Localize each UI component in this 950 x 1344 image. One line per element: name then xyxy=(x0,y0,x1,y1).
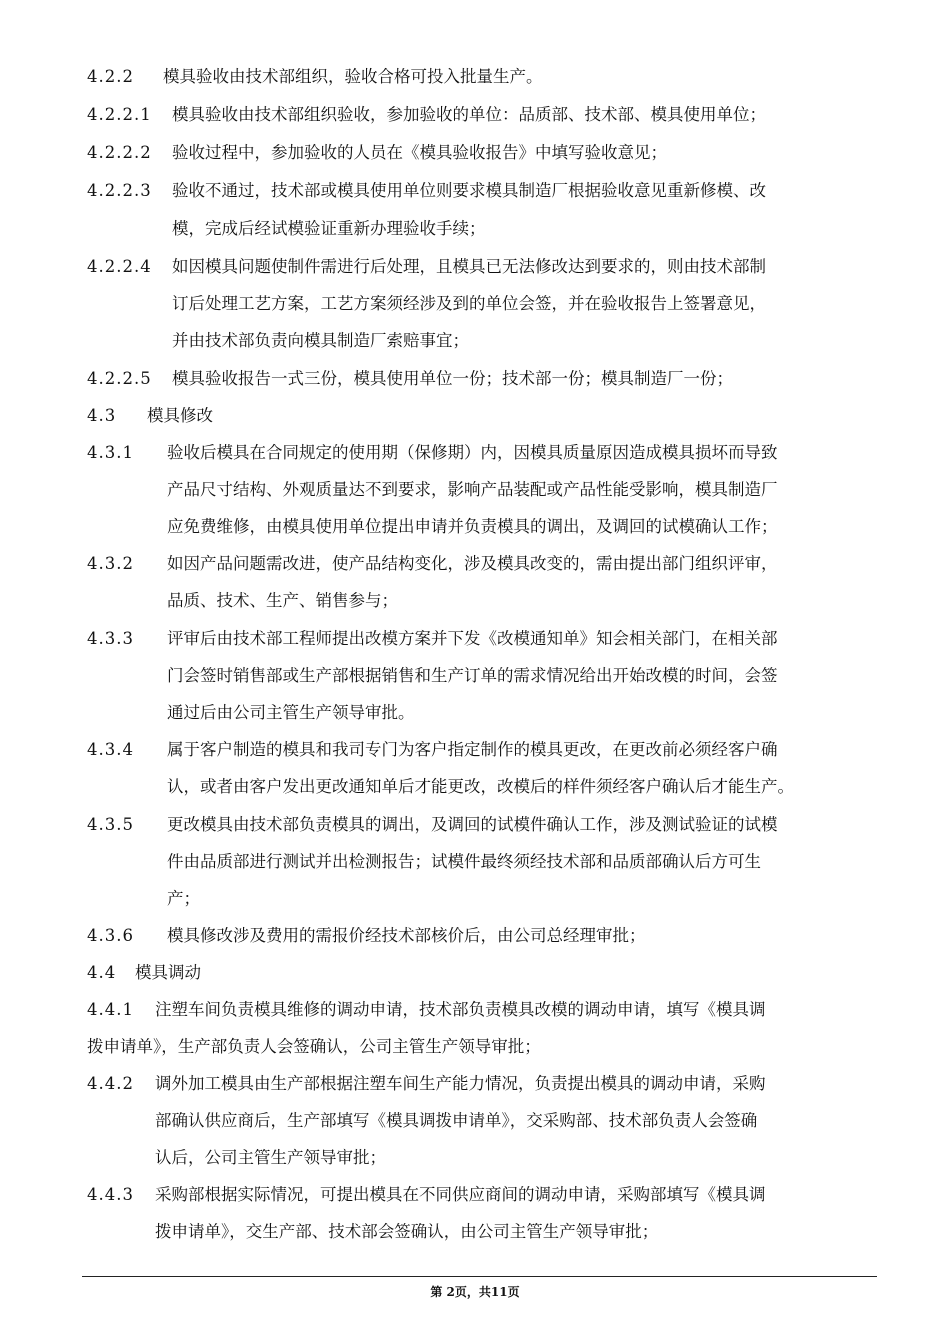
clause-continuation: 件由品质部进行测试并出检测报告；试模件最终须经技术部和品质部确认后方可生 xyxy=(167,852,761,871)
clause-text: 注塑车间负责模具维修的调动申请，技术部负责模具改模的调动申请，填写《模具调 xyxy=(155,1000,766,1019)
clause-continuation: 部确认供应商后，生产部填写《模具调拨申请单》，交采购部、技术部负责人会签确 xyxy=(155,1111,758,1130)
footer-divider xyxy=(82,1276,877,1277)
clause-continuation: 门会签时销售部或生产部根据销售和生产订单的需求情况给出开始改模的时间，会签 xyxy=(167,666,778,685)
clause-text: 属于客户制造的模具和我司专门为客户指定制作的模具更改，在更改前必须经客户确 xyxy=(167,740,778,759)
page-number: 第 2页，共11页 xyxy=(430,1285,520,1299)
clause-4-2-2-5 xyxy=(87,360,872,397)
clause-continuation: 并由技术部负责向模具制造厂索赔事宜； xyxy=(172,331,469,350)
clause-text: 更改模具由技术部负责模具的调出，及调回的试模件确认工作，涉及测试验证的试模 xyxy=(167,815,778,834)
clause-text: 如因模具问题使制件需进行后处理，且模具已无法修改达到要求的，则由技术部制 xyxy=(172,257,766,276)
clause-number: 4.4.1 xyxy=(87,1000,134,1019)
clause-4-3-1 xyxy=(87,434,872,471)
clause-4-2-2-4 xyxy=(87,248,872,285)
clause-continuation: 订后处理工艺方案，工艺方案须经涉及到的单位会签，并在验收报告上签署意见， xyxy=(172,294,766,313)
clause-number: 4.2.2.4 xyxy=(87,257,152,276)
clause-continuation: 产； xyxy=(167,889,200,908)
clause-text: 验收后模具在合同规定的使用期（保修期）内，因模具质量原因造成模具损坏而导致 xyxy=(167,443,778,462)
clause-4-3-3 xyxy=(87,620,872,657)
clause-number: 4.4.3 xyxy=(87,1185,134,1204)
section-title: 模具修改 xyxy=(147,406,213,425)
clause-text: 调外加工模具由生产部根据注塑车间生产能力情况，负责提出模具的调动申请，采购 xyxy=(155,1074,766,1093)
clause-continuation: 认，或者由客户发出更改通知单后才能更改，改模后的样件须经客户确认后才能生产。 xyxy=(167,777,794,796)
clause-4-2-2 xyxy=(87,58,872,95)
clause-4-3-6 xyxy=(87,917,872,954)
clause-number: 4.3.1 xyxy=(87,443,134,462)
clause-number: 4.4 xyxy=(87,963,117,982)
clause-text: 模具验收由技术部组织验收，参加验收的单位：品质部、技术部、模具使用单位； xyxy=(172,105,766,124)
clause-number: 4.2.2.1 xyxy=(87,105,152,124)
clause-4-4-3 xyxy=(87,1176,872,1213)
clause-continuation: 品质、技术、生产、销售参与； xyxy=(167,591,398,610)
clause-continuation: 拨申请单》，生产部负责人会签确认，公司主管生产领导审批； xyxy=(87,1037,541,1056)
clause-number: 4.3.6 xyxy=(87,926,134,945)
clause-continuation: 模，完成后经试模验证重新办理验收手续； xyxy=(172,219,486,238)
section-4-4-heading xyxy=(87,954,872,991)
clause-continuation: 认后，公司主管生产领导审批； xyxy=(155,1148,386,1167)
clause-text: 采购部根据实际情况，可提出模具在不同供应商间的调动申请，采购部填写《模具调 xyxy=(155,1185,766,1204)
clause-number: 4.2.2.5 xyxy=(87,369,152,388)
clause-continuation: 产品尺寸结构、外观质量达不到要求，影响产品装配或产品性能受影响，模具制造厂 xyxy=(167,480,778,499)
clause-continuation: 拨申请单》，交生产部、技术部会签确认，由公司主管生产领导审批； xyxy=(155,1222,659,1241)
section-title: 模具调动 xyxy=(135,963,201,982)
clause-number: 4.4.2 xyxy=(87,1074,134,1093)
clause-number: 4.2.2.3 xyxy=(87,181,152,200)
clause-text: 评审后由技术部工程师提出改模方案并下发《改模通知单》知会相关部门，在相关部 xyxy=(167,629,778,648)
clause-4-3-5 xyxy=(87,806,872,843)
clause-number: 4.3.2 xyxy=(87,554,134,573)
section-4-3-heading xyxy=(87,397,872,434)
clause-number: 4.3.4 xyxy=(87,740,134,759)
clause-number: 4.2.2.2 xyxy=(87,143,152,162)
clause-continuation: 应免费维修，由模具使用单位提出申请并负责模具的调出，及调回的试模确认工作； xyxy=(167,517,778,536)
clause-4-2-2-1 xyxy=(87,96,872,133)
clause-text: 验收过程中，参加验收的人员在《模具验收报告》中填写验收意见； xyxy=(172,143,667,162)
clause-number: 4.2.2 xyxy=(87,67,134,86)
clause-4-3-2 xyxy=(87,545,872,582)
clause-4-4-2 xyxy=(87,1065,872,1102)
clause-4-2-2-3 xyxy=(87,172,872,209)
clause-text: 模具验收由技术部组织，验收合格可投入批量生产。 xyxy=(163,67,543,86)
clause-continuation: 通过后由公司主管生产领导审批。 xyxy=(167,703,415,722)
clause-text: 模具验收报告一式三份，模具使用单位一份；技术部一份；模具制造厂一份； xyxy=(172,369,733,388)
clause-text: 如因产品问题需改进，使产品结构变化，涉及模具改变的，需由提出部门组织评审， xyxy=(167,554,778,573)
clause-4-2-2-2 xyxy=(87,134,872,171)
clause-number: 4.3 xyxy=(87,406,117,425)
clause-number: 4.3.5 xyxy=(87,815,134,834)
clause-4-3-4 xyxy=(87,731,872,768)
clause-text: 模具修改涉及费用的需报价经技术部核价后，由公司总经理审批； xyxy=(167,926,646,945)
clause-text: 验收不通过，技术部或模具使用单位则要求模具制造厂根据验收意见重新修模、改 xyxy=(172,181,766,200)
clause-4-4-1 xyxy=(87,991,872,1028)
clause-number: 4.3.3 xyxy=(87,629,134,648)
